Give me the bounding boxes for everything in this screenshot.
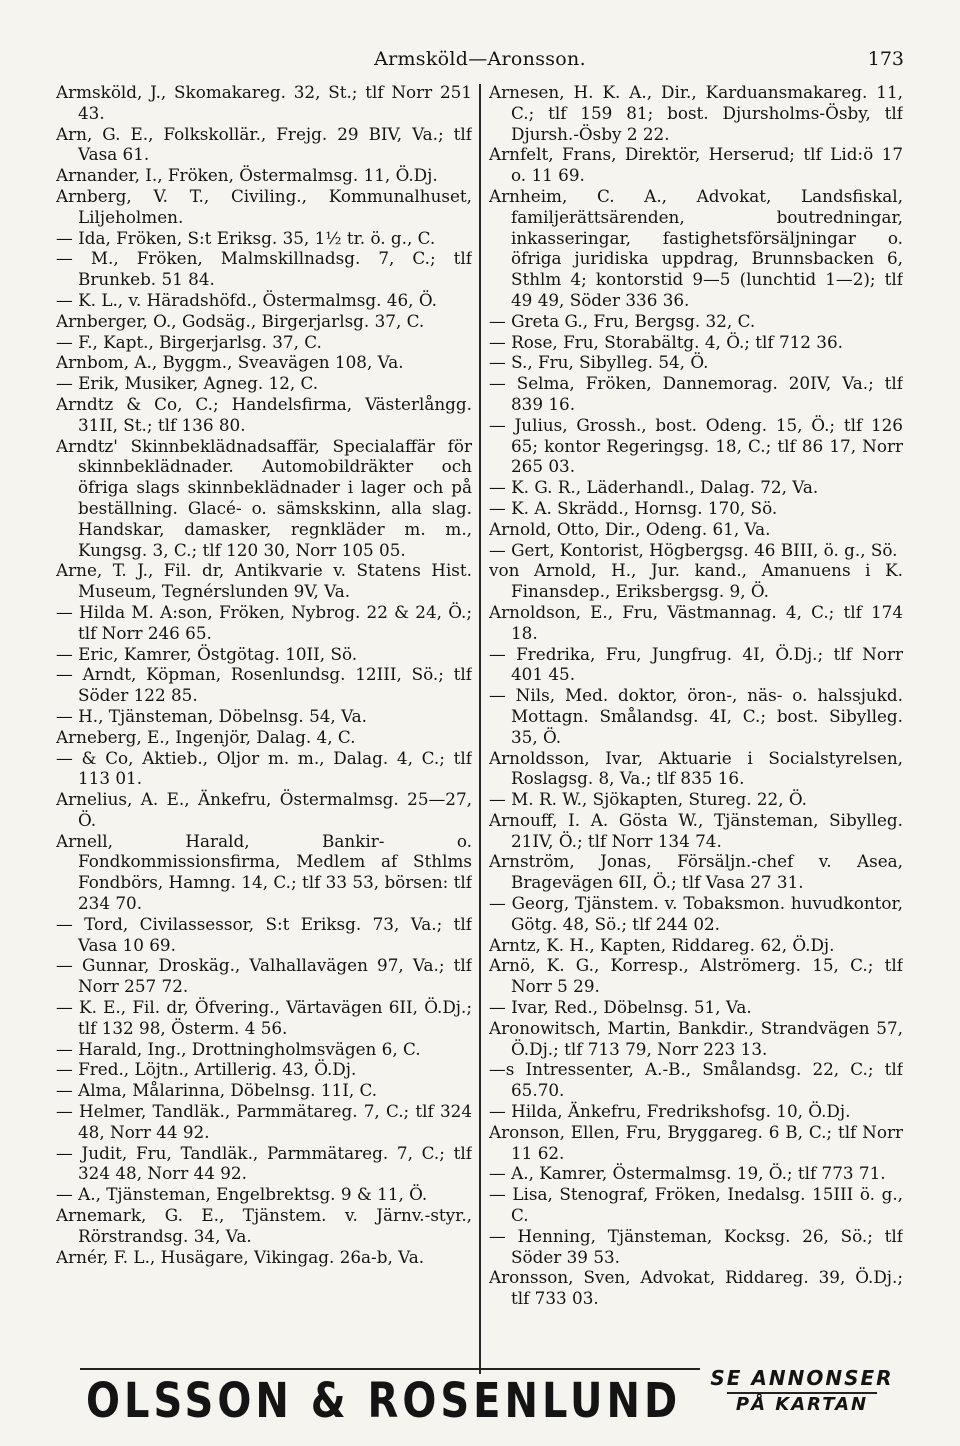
directory-entry: — Ida, Fröken, S:t Eriksg. 35, 1½ tr. ö. g., C. <box>56 227 436 248</box>
directory-entry: Arnström, Jonas, Försäljn.-chef v. Asea, Bragevägen 6II, Ö.; tlf Vasa 27 31. <box>489 851 903 893</box>
directory-entry: — Gunnar, Droskäg., Valhallavägen 97, Va.; tlf Norr 257 72. <box>56 955 472 997</box>
directory-entry: — Georg, Tjänstem. v. Tobaksmon. huvudkontor, Götg. 48, Sö.; tlf 244 02. <box>489 893 903 934</box>
directory-entry: Arnér, F. L., Husägare, Vikingag. 26a-b, Va. <box>56 1246 425 1267</box>
directory-entry: —s Intressenter, A.-B., Smålandsg. 22, C.; tlf 65.70. <box>489 1059 903 1101</box>
advertisement-footer <box>80 1366 920 1430</box>
footer-rule <box>80 1368 700 1370</box>
directory-entry: Arnberg, V. T., Civiling., Kommunalhuset, Liljeholmen. <box>56 185 472 227</box>
right-column <box>489 82 903 1374</box>
directory-entry: — Arndt, Köpman, Rosenlundsg. 12III, Sö.; tlf Söder 122 85. <box>56 664 472 706</box>
directory-entry: — K. L., v. Häradshöfd., Östermalmsg. 46, Ö. <box>56 289 437 310</box>
directory-entry: — Hilda, Änkefru, Fredrikshofsg. 10, Ö.Dj. <box>489 1101 851 1122</box>
directory-entry: — Alma, Målarinna, Döbelnsg. 11I, C. <box>56 1080 378 1101</box>
directory-entry: — K. G. R., Läderhandl., Dalag. 72, Va. <box>489 477 819 498</box>
directory-entry: — Helmer, Tandläk., Parmmätareg. 7, C.; tlf 324 48, Norr 44 92. <box>56 1101 472 1142</box>
directory-entry: Arnheim, C. A., Advokat, Landsfiskal, familjerättsärenden, boutredningar, inkasseringar, fastighetsförsäljningar o. öfriga juridiska uppdrag, Brunnsbacken 6, Sthlm 4; kontorstid 9—5 (lunchtid 1—2); tlf 49 49, Söder 336 36. <box>489 185 903 310</box>
directory-entry: Arntz, K. H., Kapten, Riddareg. 62, Ö.Dj. <box>489 934 835 955</box>
directory-entry: Arnesen, H. K. A., Dir., Karduansmakareg. 11, C.; tlf 159 81; bost. Djursholms-Ösby, tlf Djursh.-Ösby 2 22. <box>489 82 903 144</box>
directory-entry: — Rose, Fru, Storabältg. 4, Ö.; tlf 712 36. <box>489 331 843 352</box>
directory-entry: — Hilda M. A:son, Fröken, Nybrog. 22 & 24, Ö.; tlf Norr 246 65. <box>56 601 472 643</box>
directory-entry: — Tord, Civilassessor, S:t Eriksg. 73, Va.; tlf Vasa 10 69. <box>56 913 472 955</box>
directory-entry: Arneberg, E., Ingenjör, Dalag. 4, C. <box>56 726 356 747</box>
directory-entry: — M., Fröken, Malmskillnadsg. 7, C.; tlf Brunkeb. 51 84. <box>56 248 472 290</box>
directory-entry: — Lisa, Stenograf, Fröken, Inedalsg. 15III ö. g., C. <box>489 1184 903 1226</box>
directory-entry: von Arnold, H., Jur. kand., Amanuens i K. Finansdep., Eriksbergsg. 9, Ö. <box>489 560 903 602</box>
directory-entry: Arndtz' Skinnbeklädnadsaffär, Specialaffär för skinnbeklädnader. Automobildräkter och öfriga slags skinnbeklädnader i lager och på beställning. Glacé- o. sämskskinn, alla slag. Handskar, damasker, regnkläder m. m., Kungsg. 3, C.; tlf 120 30, Norr 105 05. <box>56 435 472 560</box>
directory-entry: Arnbom, A., Byggm., Sveavägen 108, Va. <box>56 352 404 373</box>
directory-entry: — Gert, Kontorist, Högbergsg. 46 BIII, ö. g., Sö. <box>489 539 898 560</box>
directory-entry: Arndtz & Co, C.; Handelsfirma, Västerlångg. 31II, St.; tlf 136 80. <box>56 393 472 435</box>
running-title: Armsköld—Aronsson. <box>374 48 586 70</box>
directory-entry: — K. E., Fil. dr, Öfvering., Värtavägen 6II, Ö.Dj.; tlf 132 98, Österm. 4 56. <box>56 997 472 1038</box>
directory-entry: — Selma, Fröken, Dannemorag. 20IV, Va.; tlf 839 16. <box>489 373 903 414</box>
directory-entry: Aronsson, Sven, Advokat, Riddareg. 39, Ö.Dj.; tlf 733 03. <box>489 1267 903 1309</box>
directory-entry: Arnell, Harald, Bankir- o. Fondkommissionsfirma, Medlem af Sthlms Fondbörs, Hamng. 14, C.; tlf 33 53, börsen: tlf 234 70. <box>56 830 472 914</box>
directory-entry: — Erik, Musiker, Agneg. 12, C. <box>56 373 319 394</box>
directory-entry: Arne, T. J., Fil. dr, Antikvarie v. Statens Hist. Museum, Tegnérslunden 9V, Va. <box>56 560 472 602</box>
column-divider <box>479 84 481 1374</box>
tag-line-1: SE ANNONSER <box>710 1366 894 1390</box>
directory-entry: Aronson, Ellen, Fru, Bryggareg. 6 B, C.; tlf Norr 11 62. <box>489 1121 903 1163</box>
directory-entry: — Nils, Med. doktor, öron-, näs- o. halssjukd. Mottagn. Smålandsg. 4I, C.; bost. Sibylleg. 35, Ö. <box>489 685 903 747</box>
directory-entry: — M. R. W., Sjökapten, Stureg. 22, Ö. <box>489 789 807 810</box>
directory-entry: Arnemark, G. E., Tjänstem. v. Järnv.-styr., Rörstrandsg. 34, Va. <box>56 1205 472 1246</box>
directory-entry: Arnouff, I. A. Gösta W., Tjänsteman, Sibylleg. 21IV, Ö.; tlf Norr 134 74. <box>489 809 903 851</box>
directory-entry: — Fredrika, Fru, Jungfrug. 4I, Ö.Dj.; tlf Norr 401 45. <box>489 643 903 685</box>
directory-entry: — A., Kamrer, Östermalmsg. 19, Ö.; tlf 773 71. <box>489 1163 886 1184</box>
directory-entry: — Greta G., Fru, Bergsg. 32, C. <box>489 310 756 331</box>
directory-entry: — Eric, Kamrer, Östgötag. 10II, Sö. <box>56 643 358 664</box>
directory-entry: Arn, G. E., Folkskollär., Frejg. 29 BIV, Va.; tlf Vasa 61. <box>56 123 472 165</box>
page-header <box>0 48 960 82</box>
directory-entry: — K. A. Skrädd., Hornsg. 170, Sö. <box>489 497 778 518</box>
page-number: 173 <box>867 48 904 70</box>
directory-entry: Armsköld, J., Skomakareg. 32, St.; tlf Norr 251 43. <box>56 82 472 123</box>
advertiser-brand: OLSSON & ROSENLUND <box>86 1374 682 1430</box>
directory-entry: Arnoldsson, Ivar, Aktuarie i Socialstyrelsen, Roslagsg. 8, Va.; tlf 835 16. <box>489 747 903 789</box>
directory-entry: — F., Kapt., Birgerjarlsg. 37, C. <box>56 331 322 352</box>
directory-entry: — A., Tjänsteman, Engelbrektsg. 9 & 11, Ö. <box>56 1184 428 1205</box>
directory-entry: Arnberger, O., Godsäg., Birgerjarlsg. 37, C. <box>56 310 425 331</box>
directory-entry: — Harald, Ing., Drottningholmsvägen 6, C. <box>56 1038 421 1059</box>
directory-entry: Arnö, K. G., Korresp., Alströmerg. 15, C.; tlf Norr 5 29. <box>489 955 903 997</box>
directory-entry: — & Co, Aktieb., Oljor m. m., Dalag. 4, C.; tlf 113 01. <box>56 747 472 789</box>
advertisement-tag <box>702 1362 902 1416</box>
left-column <box>56 82 472 1374</box>
directory-entry: Arnander, I., Fröken, Östermalmsg. 11, Ö.Dj. <box>56 165 438 186</box>
directory-entry: Aronowitsch, Martin, Bankdir., Strandvägen 57, Ö.Dj.; tlf 713 79, Norr 223 13. <box>489 1017 903 1059</box>
directory-entry: — H., Tjänsteman, Döbelnsg. 54, Va. <box>56 705 368 726</box>
directory-entry: — S., Fru, Sibylleg. 54, Ö. <box>489 352 709 373</box>
directory-entry: Arnfelt, Frans, Direktör, Herserud; tlf Lid:ö 17 o. 11 69. <box>489 144 903 186</box>
directory-entry: — Henning, Tjänsteman, Kocksg. 26, Sö.; tlf Söder 39 53. <box>489 1225 903 1267</box>
directory-entry: Arnold, Otto, Dir., Odeng. 61, Va. <box>489 518 771 539</box>
directory-entry: Arnoldson, E., Fru, Västmannag. 4, C.; tlf 174 18. <box>489 601 903 643</box>
tag-line-2: PÅ KARTAN <box>735 1394 869 1415</box>
directory-entry: — Julius, Grossh., bost. Odeng. 15, Ö.; tlf 126 65; kontor Regeringsg. 18, C.; tlf 86 17, Norr 265 03. <box>489 414 903 477</box>
directory-entry: — Fred., Löjtn., Artillerig. 43, Ö.Dj. <box>56 1059 357 1080</box>
directory-entry: — Judit, Fru, Tandläk., Parmmätareg. 7, C.; tlf 324 48, Norr 44 92. <box>56 1142 472 1184</box>
directory-entry: Arnelius, A. E., Änkefru, Östermalmsg. 25—27, Ö. <box>56 789 472 830</box>
directory-entry: — Ivar, Red., Döbelnsg. 51, Va. <box>489 997 752 1018</box>
